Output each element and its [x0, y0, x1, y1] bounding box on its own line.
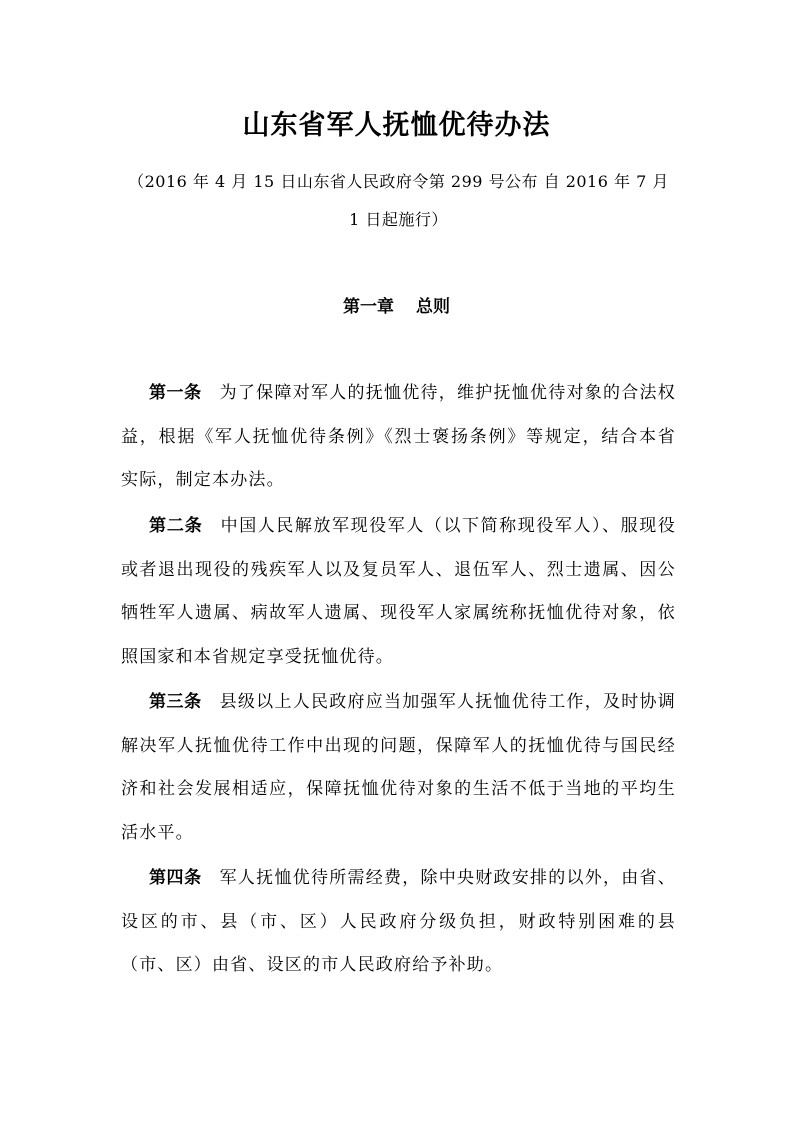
article-label: 第三条 — [149, 692, 202, 712]
article-text: 县级以上人民政府应当加强军人抚恤优待工作，及时协调解决军人抚恤优待工作中出现的问题，保障军人的抚恤优待与国民经济和社会发展相适应，保障抚恤优待对象的生活不低于当地的平均生活水平。 — [121, 692, 677, 843]
article-label: 第四条 — [149, 868, 202, 888]
chapter-number: 第一章 — [343, 297, 394, 317]
article-2 — [121, 505, 676, 679]
article-1 — [121, 372, 676, 503]
chapter-name: 总则 — [416, 297, 450, 317]
chapter-heading — [0, 292, 793, 322]
article-label: 第二条 — [149, 516, 203, 536]
article-label: 第一条 — [149, 383, 202, 403]
article-text: 军人抚恤优待所需经费，除中央财政安排的以外，由省、设区的市、县（市、区）人民政府分级负担，财政特别困难的县（市、区）由省、设区的市人民政府给予补助。 — [121, 868, 677, 975]
article-text: 为了保障对军人的抚恤优待，维护抚恤优待对象的合法权益，根据《军人抚恤优待条例》《烈士褒扬条例》等规定，结合本省实际，制定本办法。 — [121, 383, 677, 490]
promulgation-note: （2016 年 4 月 15 日山东省人民政府令第 299 号公布 自 2016 年 7 月 1 日起施行） — [128, 172, 669, 229]
article-4 — [121, 857, 676, 988]
article-text: 中国人民解放军现役军人（以下简称现役军人）、服现役或者退出现役的残疾军人以及复员军人、退伍军人、烈士遗属、因公牺牲军人遗属、病故军人遗属、现役军人家属统称抚恤优待对象，依照国家和本省规定享受抚恤优待。 — [121, 516, 677, 667]
article-3 — [121, 681, 676, 855]
document-title: 山东省军人抚恤优待办法 — [242, 110, 551, 141]
